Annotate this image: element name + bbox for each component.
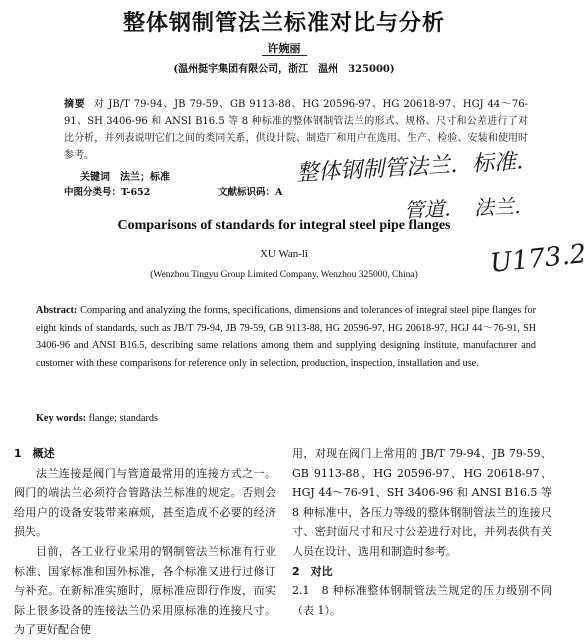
body-column-right (292, 444, 552, 620)
abstract-cn-label: 摘要 (64, 99, 86, 110)
subsection-2-1: 2.1 8 种标准整体钢制管法兰规定的压力级别不同（表 1）。 (292, 584, 552, 617)
abstract-en-text: Comparing and analyzing the forms, specifications, dimensions and tolerances of integral steel pipe flanges for eight kinds of standards, such as JB/T 79-94, JB 79-59, GB 9113-88, HG 20596-97, HG 20618-97, HGJ 44～76-91, SH 3406-96 and ANSI B16.5, describing same relations among them and supplying designing institute, manufacturer and customer with these comparisons for reference only in selection, production, inspection, installation and use. (36, 305, 536, 369)
body-paragraph: 法兰连接是阀门与管道最常用的连接方式之一。阀门的端法兰必须符合管路法兰标准的规定。否则会给用户的设备安装带来麻烦，甚至造成不必要的经济损失。 (14, 466, 276, 539)
keywords-en-label: Key words: (36, 413, 87, 424)
paper-title-en: Comparisons of standards for integral steel pipe flanges (117, 218, 451, 233)
section-heading-comparison: 2 对比 (292, 564, 333, 578)
document-code: 文献标识码：A (218, 187, 283, 198)
keywords-en (36, 413, 158, 424)
abstract-en (36, 302, 536, 372)
author-en: XU Wan-li (259, 248, 309, 260)
keywords-en-text: flange; standards (88, 413, 158, 424)
handwritten-keywords-2: 管道． 法兰． (403, 193, 535, 223)
abstract-cn-text: 对 JB/T 79-94、JB 79-59、GB 9113-88、HG 20596-97、HG 20618-97、HGJ 44～76-91、SH 3406-96 和 ANSI B16.5 等 8 种标准的整体钢制管法兰的形式、规格、尺寸和公差进行了对比分析，并列表说明它们之间的类同关系，供设计院、制造厂和用户在选用、生产、检验、安装和使用时参考。 (64, 99, 528, 161)
body-column-left (14, 444, 276, 640)
affiliation-en: (Wenzhou Tingyu Group Limited Company, Wenzhou 325000, China) (150, 270, 418, 280)
handwritten-keywords-1: 整体钢制管法兰．标准． (295, 148, 539, 187)
body-paragraph: 用，对现在阀门上常用的 JB/T 79-94、JB 79-59、GB 9113-88、HG 20596-97、HG 20618-97、HGJ 44～76-91、SH 3406-96 和 ANSI B16.5 等 8 种标准中，各压力等级的整体钢制管法兰的连接尺寸、密封面尺寸和尺寸公差进行对比，并列表供有关人员在设计、选用和制造时参考。 (292, 447, 552, 558)
section-heading-overview: 1 概述 (14, 447, 55, 460)
abstract-en-label: Abstract: (36, 305, 78, 316)
body-paragraph: 目前，各工业行业采用的钢制管法兰标准有行业标准、国家标准和国外标准，各个标准又进行过修订与补充。在新标准实施时，原标准应即行作废，而实际上很多设备的连接法兰仍采用原标准的连接尺寸。为了更好配合使 (14, 544, 276, 637)
classification-number: 中图分类号：T-652 (64, 187, 151, 198)
paper-title-cn: 整体钢制管法兰标准对比与分析 (122, 11, 445, 36)
affiliation-cn: (温州挺宇集团有限公司，浙江 温州 325000) (173, 64, 395, 75)
handwritten-class-code: U173.2 (488, 239, 588, 279)
author-cn: 许婉丽 (0, 40, 568, 56)
keywords-cn: 关键词 法兰；标准 (80, 172, 170, 183)
